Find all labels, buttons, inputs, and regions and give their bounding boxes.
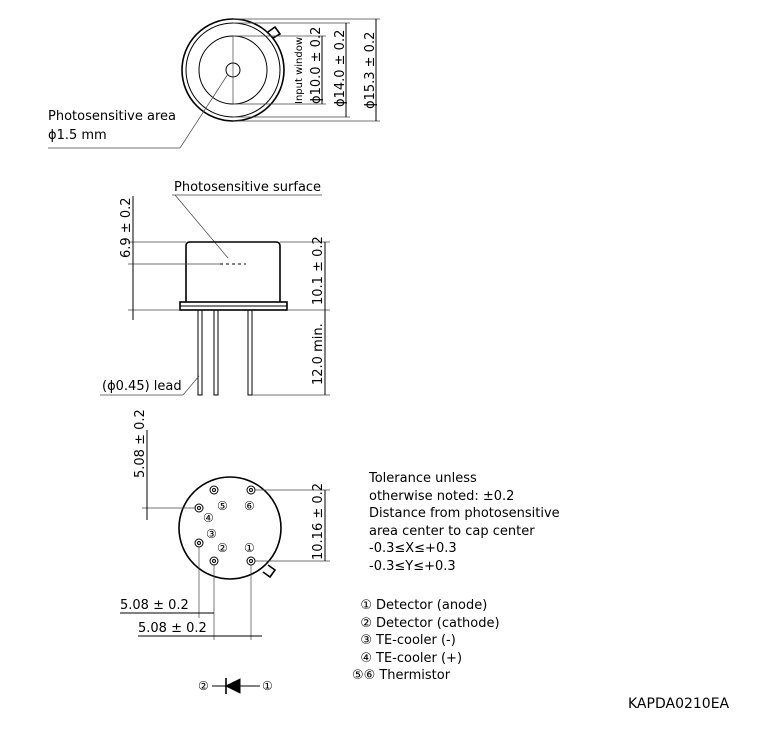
- input-window-label: Input window: [294, 36, 305, 104]
- note-line: area center to cap center: [369, 523, 535, 539]
- symbol-left-pin: ②: [198, 679, 209, 693]
- legend-pin-function: Detector (cathode): [376, 615, 500, 631]
- tolerance-notes: [369, 470, 599, 575]
- lead-left: [198, 310, 202, 395]
- symbol-triangle: [226, 679, 240, 693]
- bottom-flange-circle: [179, 477, 281, 579]
- lead-center: [214, 310, 218, 395]
- note-line: Distance from photosensitive: [369, 506, 560, 521]
- note-line: Tolerance unless: [369, 471, 477, 486]
- legend-pin-function: Detector (anode): [376, 598, 488, 613]
- cap-dia-label: ϕ14.0 ± 0.2: [333, 29, 348, 107]
- legend-item: [352, 597, 500, 615]
- note-line: otherwise noted: ±0.2: [369, 488, 515, 504]
- surface-leader: [175, 195, 228, 258]
- legend-item: [352, 632, 500, 650]
- legend-pin-number: ⑤⑥: [352, 668, 376, 683]
- pin-number-5: ⑤: [217, 499, 228, 513]
- pin-number-2: ②: [217, 541, 228, 555]
- symbol-right-pin: ①: [262, 679, 273, 693]
- legend-item: [352, 667, 500, 685]
- legend-item: [352, 615, 500, 633]
- pin-pitch-y-label: 5.08 ± 0.2: [133, 409, 148, 478]
- surface-depth-label: 6.9 ± 0.2: [119, 197, 134, 258]
- bottom-index-tab: [263, 565, 275, 577]
- legend-pin-function: Thermistor: [379, 668, 451, 683]
- note-line: -0.3≤Y≤+0.3: [369, 558, 456, 574]
- pin-number-1: ①: [244, 541, 255, 555]
- legend-pin-number: ④: [360, 650, 372, 666]
- legend-pin-number: ①: [360, 598, 372, 613]
- pin-3: [195, 539, 203, 547]
- bottom-view: [120, 409, 330, 640]
- flange-dia-label: ϕ15.3 ± 0.2: [363, 31, 378, 109]
- note-line: -0.3≤X≤+0.3: [369, 541, 457, 556]
- pin-span-y-label: 10.16 ± 0.2: [311, 482, 326, 560]
- cap-body: [186, 242, 280, 302]
- pin-4: [195, 504, 203, 512]
- photosensitive-area-leader: [180, 74, 228, 148]
- lead-label: (ϕ0.45) lead: [102, 379, 182, 394]
- photosensitive-surface-label: Photosensitive surface: [174, 180, 322, 195]
- pin-2: [210, 557, 218, 565]
- diode-symbol: [198, 678, 273, 694]
- legend-pin-number: ③: [360, 633, 372, 648]
- legend-pin-function: TE-cooler (+): [376, 650, 463, 666]
- window-dia-label: ϕ10.0 ± 0.2: [309, 26, 324, 104]
- drawing-id: KAPDA0210EA: [628, 696, 730, 712]
- pin-number-6: ⑥: [244, 499, 255, 513]
- legend-item: [352, 650, 500, 668]
- pin-6-center: [250, 489, 253, 492]
- lead-right: [248, 310, 252, 395]
- pin-5-center: [213, 489, 216, 492]
- pin-3-center: [198, 542, 201, 545]
- pin-4-center: [198, 507, 201, 510]
- pin-number-4: ④: [203, 511, 214, 525]
- cap-height-label: 10.1 ± 0.2: [311, 236, 326, 305]
- side-view: [100, 180, 330, 395]
- pin-6: [247, 486, 255, 494]
- pin-pitch-x1-label: 5.08 ± 0.2: [120, 598, 189, 613]
- legend-pin-number: ②: [360, 615, 372, 631]
- pin-1: [247, 557, 255, 565]
- photosensitive-area-dia: ϕ1.5 mm: [48, 128, 107, 143]
- pin-2-center: [213, 560, 216, 563]
- pin-5: [210, 486, 218, 494]
- photosensitive-area-label: Photosensitive area: [48, 109, 177, 124]
- legend-pin-function: TE-cooler (-): [376, 633, 456, 648]
- pin-1-center: [250, 560, 253, 563]
- lead-leader: [183, 376, 199, 395]
- pin-pitch-x2-label: 5.08 ± 0.2: [138, 621, 207, 636]
- top-view: [48, 19, 380, 148]
- lead-length-label: 12.0 min.: [311, 323, 326, 385]
- pin-number-3: ③: [206, 527, 217, 541]
- pin-legend: [352, 597, 500, 685]
